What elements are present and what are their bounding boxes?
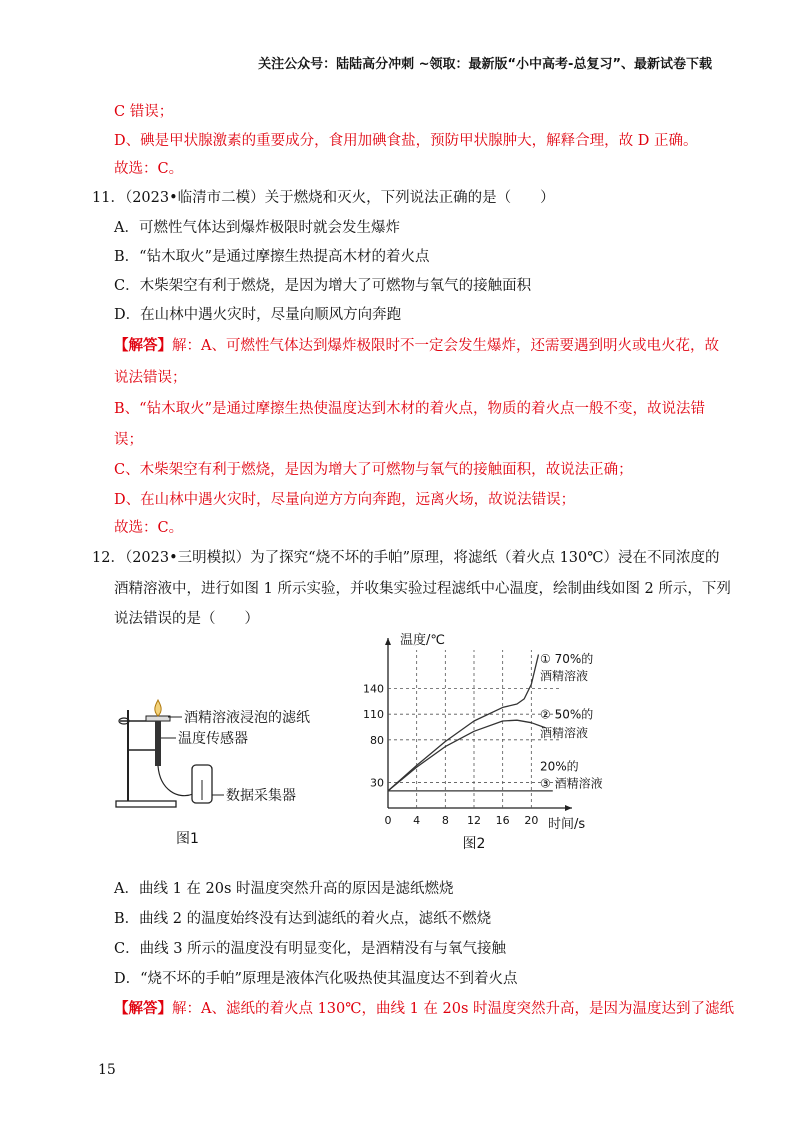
x-tick-label: 20 [524,814,539,827]
x-tick-label: 12 [467,814,481,827]
q12-stem-line3: 说法错误的是（ ） [114,611,259,627]
series-label-2-line2: 酒精溶液 [540,726,589,741]
q12-answer-a [114,997,734,1018]
sensor-wire [158,766,193,796]
flame-icon [155,700,161,716]
q12-option-c: C．曲线 3 所示的温度没有明显变化，是酒精没有与氧气接触 [114,941,507,957]
label-filter-paper: 酒精溶液浸泡的滤纸 [184,710,310,726]
y-tick-label: 80 [370,733,384,747]
label-data-collector: 数据采集器 [226,788,296,804]
q12-stem-line2: 酒精溶液中，进行如图 1 所示实验，并收集实验过程滤纸中心温度，绘制曲线如图 2 所示，下列 [114,581,731,597]
answer-tag: 【解答】 [114,1000,172,1017]
x-tick-label: 4 [413,814,421,827]
y-tick-label: 30 [370,776,384,790]
q11-option-c: C．木柴架空有利于燃烧，是因为增大了可燃物与氧气的接触面积 [114,278,532,294]
prev-answer-d: D、碘是甲状腺激素的重要成分，食用加碘食盐，预防甲状腺肿大，解释合理，故 D 正确。 [114,133,698,149]
q11-answer-b-line2: 误； [114,432,143,448]
series-label-1-line1: ① 70%的 [540,652,594,667]
answer-text: 解：A、滤纸的着火点 130℃，曲线 1 在 20s 时温度突然升高，是因为温度达到了滤纸 [172,1001,735,1017]
prev-answer-choice: 故选：C。 [114,161,184,177]
prev-answer-c: C 错误； [114,104,174,120]
series-label-3-line1: 20%的 [540,759,579,774]
q12-option-d: D．“烧不坏的手帕”原理是液体汽化吸热使其温度达不到着火点 [114,971,518,987]
q11-answer-a-line2: 说法错误； [114,370,187,386]
series-label-2-line1: ② 50%的 [540,707,594,722]
series-line-1 [388,655,539,791]
q11-stem: 11．（2023•临清市二模）关于燃烧和灭火，下列说法正确的是（ ） [92,190,555,206]
answer-text: 解：A、可燃性气体达到爆炸极限时不一定会发生爆炸，还需要遇到明火或电火花，故 [172,338,719,354]
y-tick-label: 110 [363,708,384,722]
q11-option-d: D．在山林中遇火灾时，尽量向顺风方向奔跑 [114,307,402,323]
series-label-3-line2: ③ 酒精溶液 [540,776,603,791]
q11-option-b: B．“钻木取火”是通过摩擦生热提高木材的着火点 [114,249,430,265]
y-axis-label: 温度/℃ [400,633,445,648]
x-axis-arrow [565,805,572,811]
q11-answer-d: D、在山林中遇火灾时，尽量向逆方方向奔跑，远离火场，故说法错误； [114,492,576,508]
q11-answer-c: C、木柴架空有利于燃烧，是因为增大了可燃物与氧气的接触面积，故说法正确； [114,462,633,478]
filter-paper [146,716,170,721]
answer-tag: 【解答】 [114,337,172,354]
y-tick-label: 140 [363,682,384,696]
y-axis-arrow [385,638,391,645]
x-axis-label: 时间/s [548,817,586,832]
q11-answer-b-line1: B、“钻木取火”是通过摩擦生热使温度达到木材的着火点，物质的着火点一般不变，故说法错 [114,401,705,417]
page-header: 关注公众号：陆陆高分冲刺 ~领取：最新版“小中高考-总复习”、最新试卷下载 [258,57,712,72]
page-number: 15 [98,1062,116,1078]
q11-option-a: A．可燃性气体达到爆炸极限时就会发生爆炸 [114,220,400,236]
label-temperature-sensor: 温度传感器 [178,731,248,747]
series-label-1-line2: 酒精溶液 [540,669,589,684]
series-line-2 [388,720,546,791]
figure-2-chart [360,630,660,855]
q12-stem-line1: 12．（2023•三明模拟）为了探究“烧不坏的手帕”原理，将滤纸（着火点 130℃）浸在不同浓度的 [92,550,720,566]
q12-option-a: A．曲线 1 在 20s 时温度突然升高的原因是滤纸燃烧 [114,881,454,897]
stand-base [116,801,176,807]
q12-option-b: B．曲线 2 的温度始终没有达到滤纸的着火点，滤纸不燃烧 [114,911,492,927]
figure-1-caption: 图1 [176,831,199,847]
temperature-sensor [155,721,161,766]
q11-answer-choice: 故选：C。 [114,520,184,536]
figure-1-apparatus [108,690,348,860]
x-tick-label: 0 [384,814,392,827]
x-tick-label: 8 [441,814,449,827]
figure-2-caption: 图2 [462,836,486,852]
x-tick-label: 16 [495,814,510,827]
q11-answer-a-line1 [114,334,719,355]
